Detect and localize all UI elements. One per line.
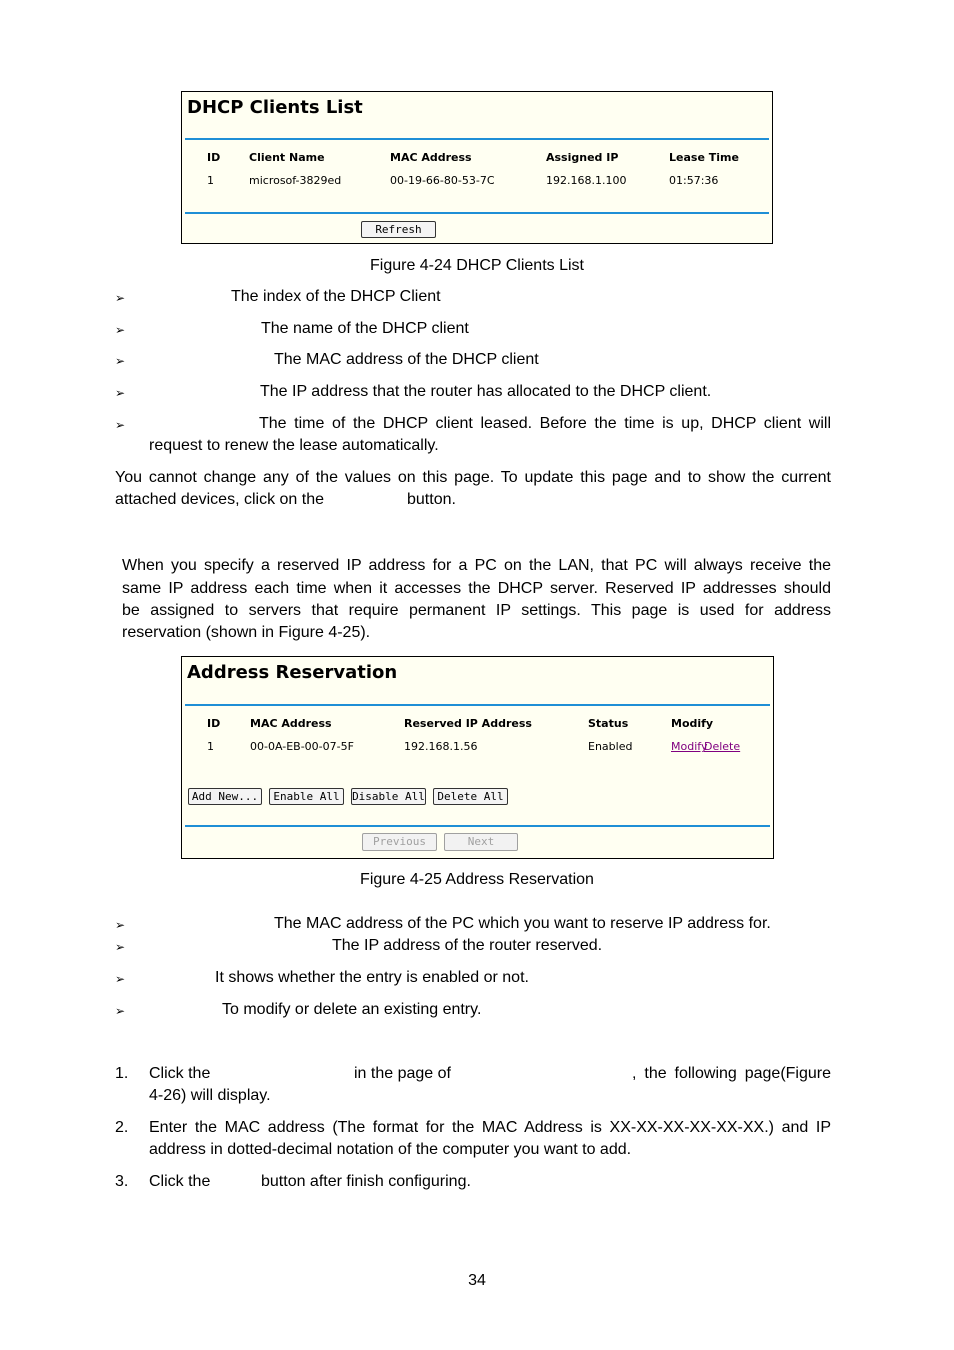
- step-text: , the following page(Figure: [632, 1065, 831, 1082]
- step-text: Enter the MAC address (The format for the MAC Address is XX-XX-XX-XX-XX-XX.) and IP: [149, 1119, 831, 1136]
- paragraph-text: You cannot change any of the values on this page. To update this page and to show the current: [115, 469, 831, 486]
- paragraph-text: button.: [407, 491, 456, 508]
- cell-status: Enabled: [588, 740, 633, 753]
- col-header-id: ID: [207, 151, 221, 164]
- page-number: 34: [468, 1272, 486, 1289]
- reservation-panel-title: Address Reservation: [187, 662, 398, 683]
- col-header-assigned-ip: Assigned IP: [546, 151, 619, 164]
- bullet-text: The name of the DHCP client: [261, 320, 469, 337]
- step-number: 2.: [115, 1119, 129, 1136]
- figure-caption: Figure 4-25 Address Reservation: [360, 871, 594, 888]
- step-text: button after finish configuring.: [261, 1173, 471, 1190]
- bullet-icon: ➢: [115, 354, 126, 368]
- dhcp-clients-panel: [181, 91, 773, 244]
- enable-all-button[interactable]: Enable All: [269, 788, 344, 805]
- col-header-reserved-ip: Reserved IP Address: [404, 717, 532, 730]
- cell-assigned-ip: 192.168.1.100: [546, 174, 627, 187]
- delete-all-button[interactable]: Delete All: [433, 788, 508, 805]
- bullet-text: The IP address that the router has allocated to the DHCP client.: [260, 383, 712, 400]
- divider: [185, 825, 770, 827]
- bullet-icon: ➢: [115, 386, 126, 400]
- step-text: Click the: [149, 1173, 211, 1190]
- step-text: 4-26) will display.: [149, 1087, 271, 1104]
- bullet-icon: ➢: [115, 918, 126, 932]
- cell-id: 1: [207, 174, 214, 187]
- cell-id: 1: [207, 740, 214, 753]
- col-header-client-name: Client Name: [249, 151, 325, 164]
- cell-mac-address: 00-19-66-80-53-7C: [390, 174, 495, 187]
- col-header-id: ID: [207, 717, 221, 730]
- cell-client-name: microsof-3829ed: [249, 174, 342, 187]
- paragraph-text: When you specify a reserved IP address for a PC on the LAN, that PC will always receive the: [122, 557, 831, 574]
- bullet-icon: ➢: [115, 291, 126, 305]
- delete-link[interactable]: Delete: [704, 740, 741, 753]
- bullet-text: The MAC address of the DHCP client: [274, 351, 539, 368]
- bullet-text: request to renew the lease automatically.: [149, 437, 439, 454]
- disable-all-button[interactable]: Disable All: [351, 788, 426, 805]
- add-new-button[interactable]: Add New...: [188, 788, 262, 805]
- bullet-icon: ➢: [115, 940, 126, 954]
- divider: [185, 138, 769, 140]
- step-text: Click the: [149, 1065, 211, 1082]
- bullet-icon: ➢: [115, 1004, 126, 1018]
- figure-caption: Figure 4-24 DHCP Clients List: [369, 257, 584, 274]
- bullet-icon: ➢: [115, 323, 126, 337]
- bullet-icon: ➢: [115, 418, 126, 432]
- bullet-text: The IP address of the router reserved.: [332, 937, 603, 954]
- paragraph-text: reservation (shown in Figure 4-25).: [122, 624, 371, 641]
- divider: [185, 212, 769, 214]
- step-number: 1.: [115, 1065, 129, 1082]
- col-header-mac-address: MAC Address: [390, 151, 472, 164]
- previous-button[interactable]: Previous: [362, 833, 437, 851]
- step-number: 3.: [115, 1173, 129, 1190]
- col-header-mac-address: MAC Address: [250, 717, 332, 730]
- cell-reserved-ip: 192.168.1.56: [404, 740, 478, 753]
- bullet-text: The MAC address of the PC which you want to reserve IP address for.: [274, 915, 771, 932]
- col-header-lease-time: Lease Time: [669, 151, 739, 164]
- address-reservation-panel: [181, 656, 774, 859]
- refresh-button[interactable]: Refresh: [361, 221, 436, 238]
- bullet-text: The index of the DHCP Client: [231, 288, 441, 305]
- step-text: address in dotted-decimal notation of the computer you want to add.: [149, 1141, 632, 1158]
- dhcp-panel-title: DHCP Clients List: [187, 97, 363, 118]
- col-header-status: Status: [588, 717, 629, 730]
- paragraph-text: be assigned to servers that require permanent IP settings. This page is used for address: [122, 602, 831, 619]
- modify-link[interactable]: Modify: [671, 740, 708, 753]
- cell-lease-time: 01:57:36: [669, 174, 719, 187]
- divider: [185, 704, 770, 706]
- bullet-icon: ➢: [115, 972, 126, 986]
- bullet-text: To modify or delete an existing entry.: [222, 1001, 482, 1018]
- paragraph-text: attached devices, click on the: [115, 491, 325, 508]
- col-header-modify: Modify: [671, 717, 714, 730]
- bullet-text: The time of the DHCP client leased. Before the time is up, DHCP client will: [259, 415, 831, 432]
- cell-mac-address: 00-0A-EB-00-07-5F: [250, 740, 354, 753]
- bullet-text: It shows whether the entry is enabled or not.: [215, 969, 529, 986]
- next-button[interactable]: Next: [444, 833, 518, 851]
- step-text: in the page of: [354, 1065, 451, 1082]
- paragraph-text: same IP address each time when it accesses the DHCP server. Reserved IP addresses should: [122, 580, 831, 597]
